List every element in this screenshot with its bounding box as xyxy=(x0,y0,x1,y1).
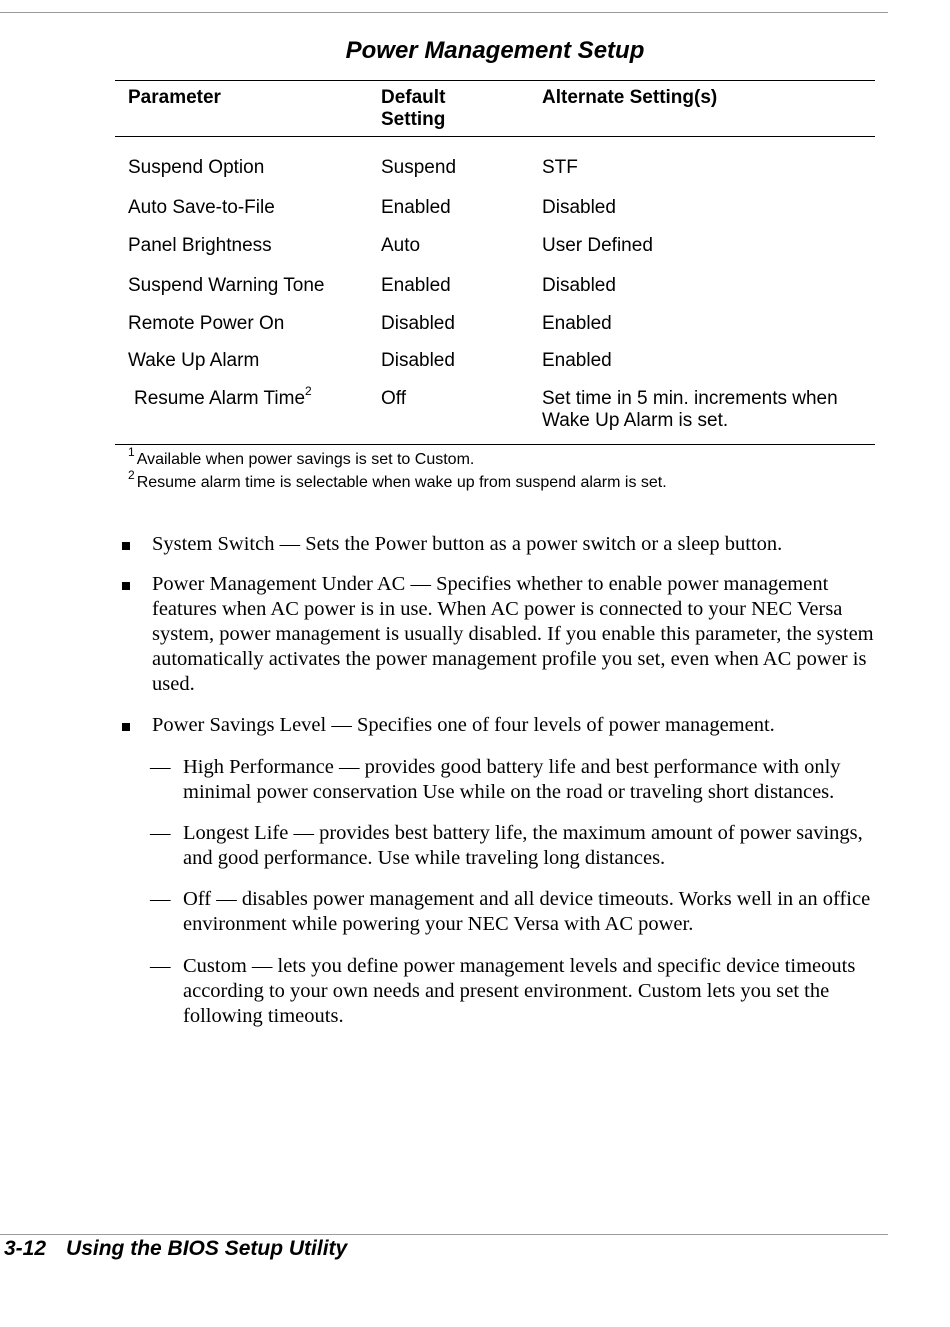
row-5-parameter: Remote Power On xyxy=(128,313,285,334)
row-2-parameter: Auto Save-to-File xyxy=(128,197,275,218)
row-3-parameter: Panel Brightness xyxy=(128,235,272,256)
bullet-icon xyxy=(122,723,130,731)
row-3-alternate: User Defined xyxy=(542,235,653,256)
footnote-1 xyxy=(128,445,475,469)
table-top-rule xyxy=(115,80,875,81)
page-number: 3-12 xyxy=(4,1237,47,1260)
sub-item-longest-life: Longest Life — provides best battery life, the maximum amount of power savings, and good performance. Use while traveling long distances. xyxy=(183,822,863,869)
dash-marker: — xyxy=(150,955,171,977)
dash-marker: — xyxy=(150,888,171,910)
row-3-default: Auto xyxy=(381,235,421,256)
table-bottom-rule xyxy=(115,444,875,445)
bullet-system-switch: System Switch — Sets the Power button as a power switch or a sleep button. xyxy=(152,533,783,555)
header-default-setting xyxy=(381,87,445,131)
footnote-2-mark: 2 xyxy=(128,468,135,482)
bullet-icon xyxy=(122,582,130,590)
page-footer xyxy=(4,1237,347,1261)
sub-item-off: Off — disables power management and all device timeouts. Works well in an office environment while powering your NEC Versa with AC power. xyxy=(183,888,871,935)
row-7-alternate: Set time in 5 min. increments when Wake Up Alarm is set. xyxy=(542,388,838,431)
row-5-alternate: Enabled xyxy=(542,313,612,334)
row-4-parameter: Suspend Warning Tone xyxy=(128,275,325,296)
bullet-power-savings-level: Power Savings Level — Specifies one of four levels of power management. xyxy=(152,714,775,736)
row-6-alternate: Enabled xyxy=(542,350,612,371)
row-6-parameter: Wake Up Alarm xyxy=(128,350,260,371)
row-2-default: Enabled xyxy=(381,197,451,218)
header-default-line1: Default xyxy=(381,87,446,108)
row-2-alternate: Disabled xyxy=(542,197,616,218)
header-default-line2: Setting xyxy=(381,109,446,130)
row-1-parameter: Suspend Option xyxy=(128,157,265,178)
footnote-ref-2: 2 xyxy=(305,384,312,398)
row-6-default: Disabled xyxy=(381,350,455,371)
table-title: Power Management Setup xyxy=(345,37,645,64)
footer-rule xyxy=(0,1234,888,1235)
row-7-parameter xyxy=(134,384,312,410)
row-4-alternate: Disabled xyxy=(542,275,616,296)
sub-item-custom: Custom — lets you define power management levels and specific device timeouts according to your own needs and present environment. Custom lets you set the following timeouts. xyxy=(183,955,856,1027)
sub-item-high-performance: High Performance — provides good battery life and best performance with only minimal power conservation Use while on the road or traveling short distances. xyxy=(183,756,841,803)
row-7-parameter-text: Resume Alarm Time xyxy=(134,388,306,409)
footer-section-title: Using the BIOS Setup Utility xyxy=(66,1237,348,1260)
footnote-1-text: Available when power savings is set to Custom. xyxy=(136,451,475,468)
header-parameter: Parameter xyxy=(128,87,221,108)
top-rule xyxy=(0,12,888,13)
row-1-default: Suspend xyxy=(381,157,457,178)
bullet-icon xyxy=(122,542,130,550)
footnote-1-mark: 1 xyxy=(128,445,135,459)
row-5-default: Disabled xyxy=(381,313,455,334)
dash-marker: — xyxy=(150,756,171,778)
row-7-default: Off xyxy=(381,388,406,409)
table-header-rule xyxy=(115,136,875,137)
bullet-power-management-under-ac: Power Management Under AC — Specifies whether to enable power management features when AC power is in use. When AC power is connected to your NEC Versa system, power management is usually disabled. If you enable this parameter, the system automatically activates the power management profile you set, even when AC power is used. xyxy=(152,573,874,695)
header-alternate-settings: Alternate Setting(s) xyxy=(542,87,718,108)
footnote-2-text: Resume alarm time is selectable when wake up from suspend alarm is set. xyxy=(136,474,667,491)
row-1-alternate: STF xyxy=(542,157,578,178)
footnote-2 xyxy=(128,468,667,492)
dash-marker: — xyxy=(150,822,171,844)
row-4-default: Enabled xyxy=(381,275,451,296)
